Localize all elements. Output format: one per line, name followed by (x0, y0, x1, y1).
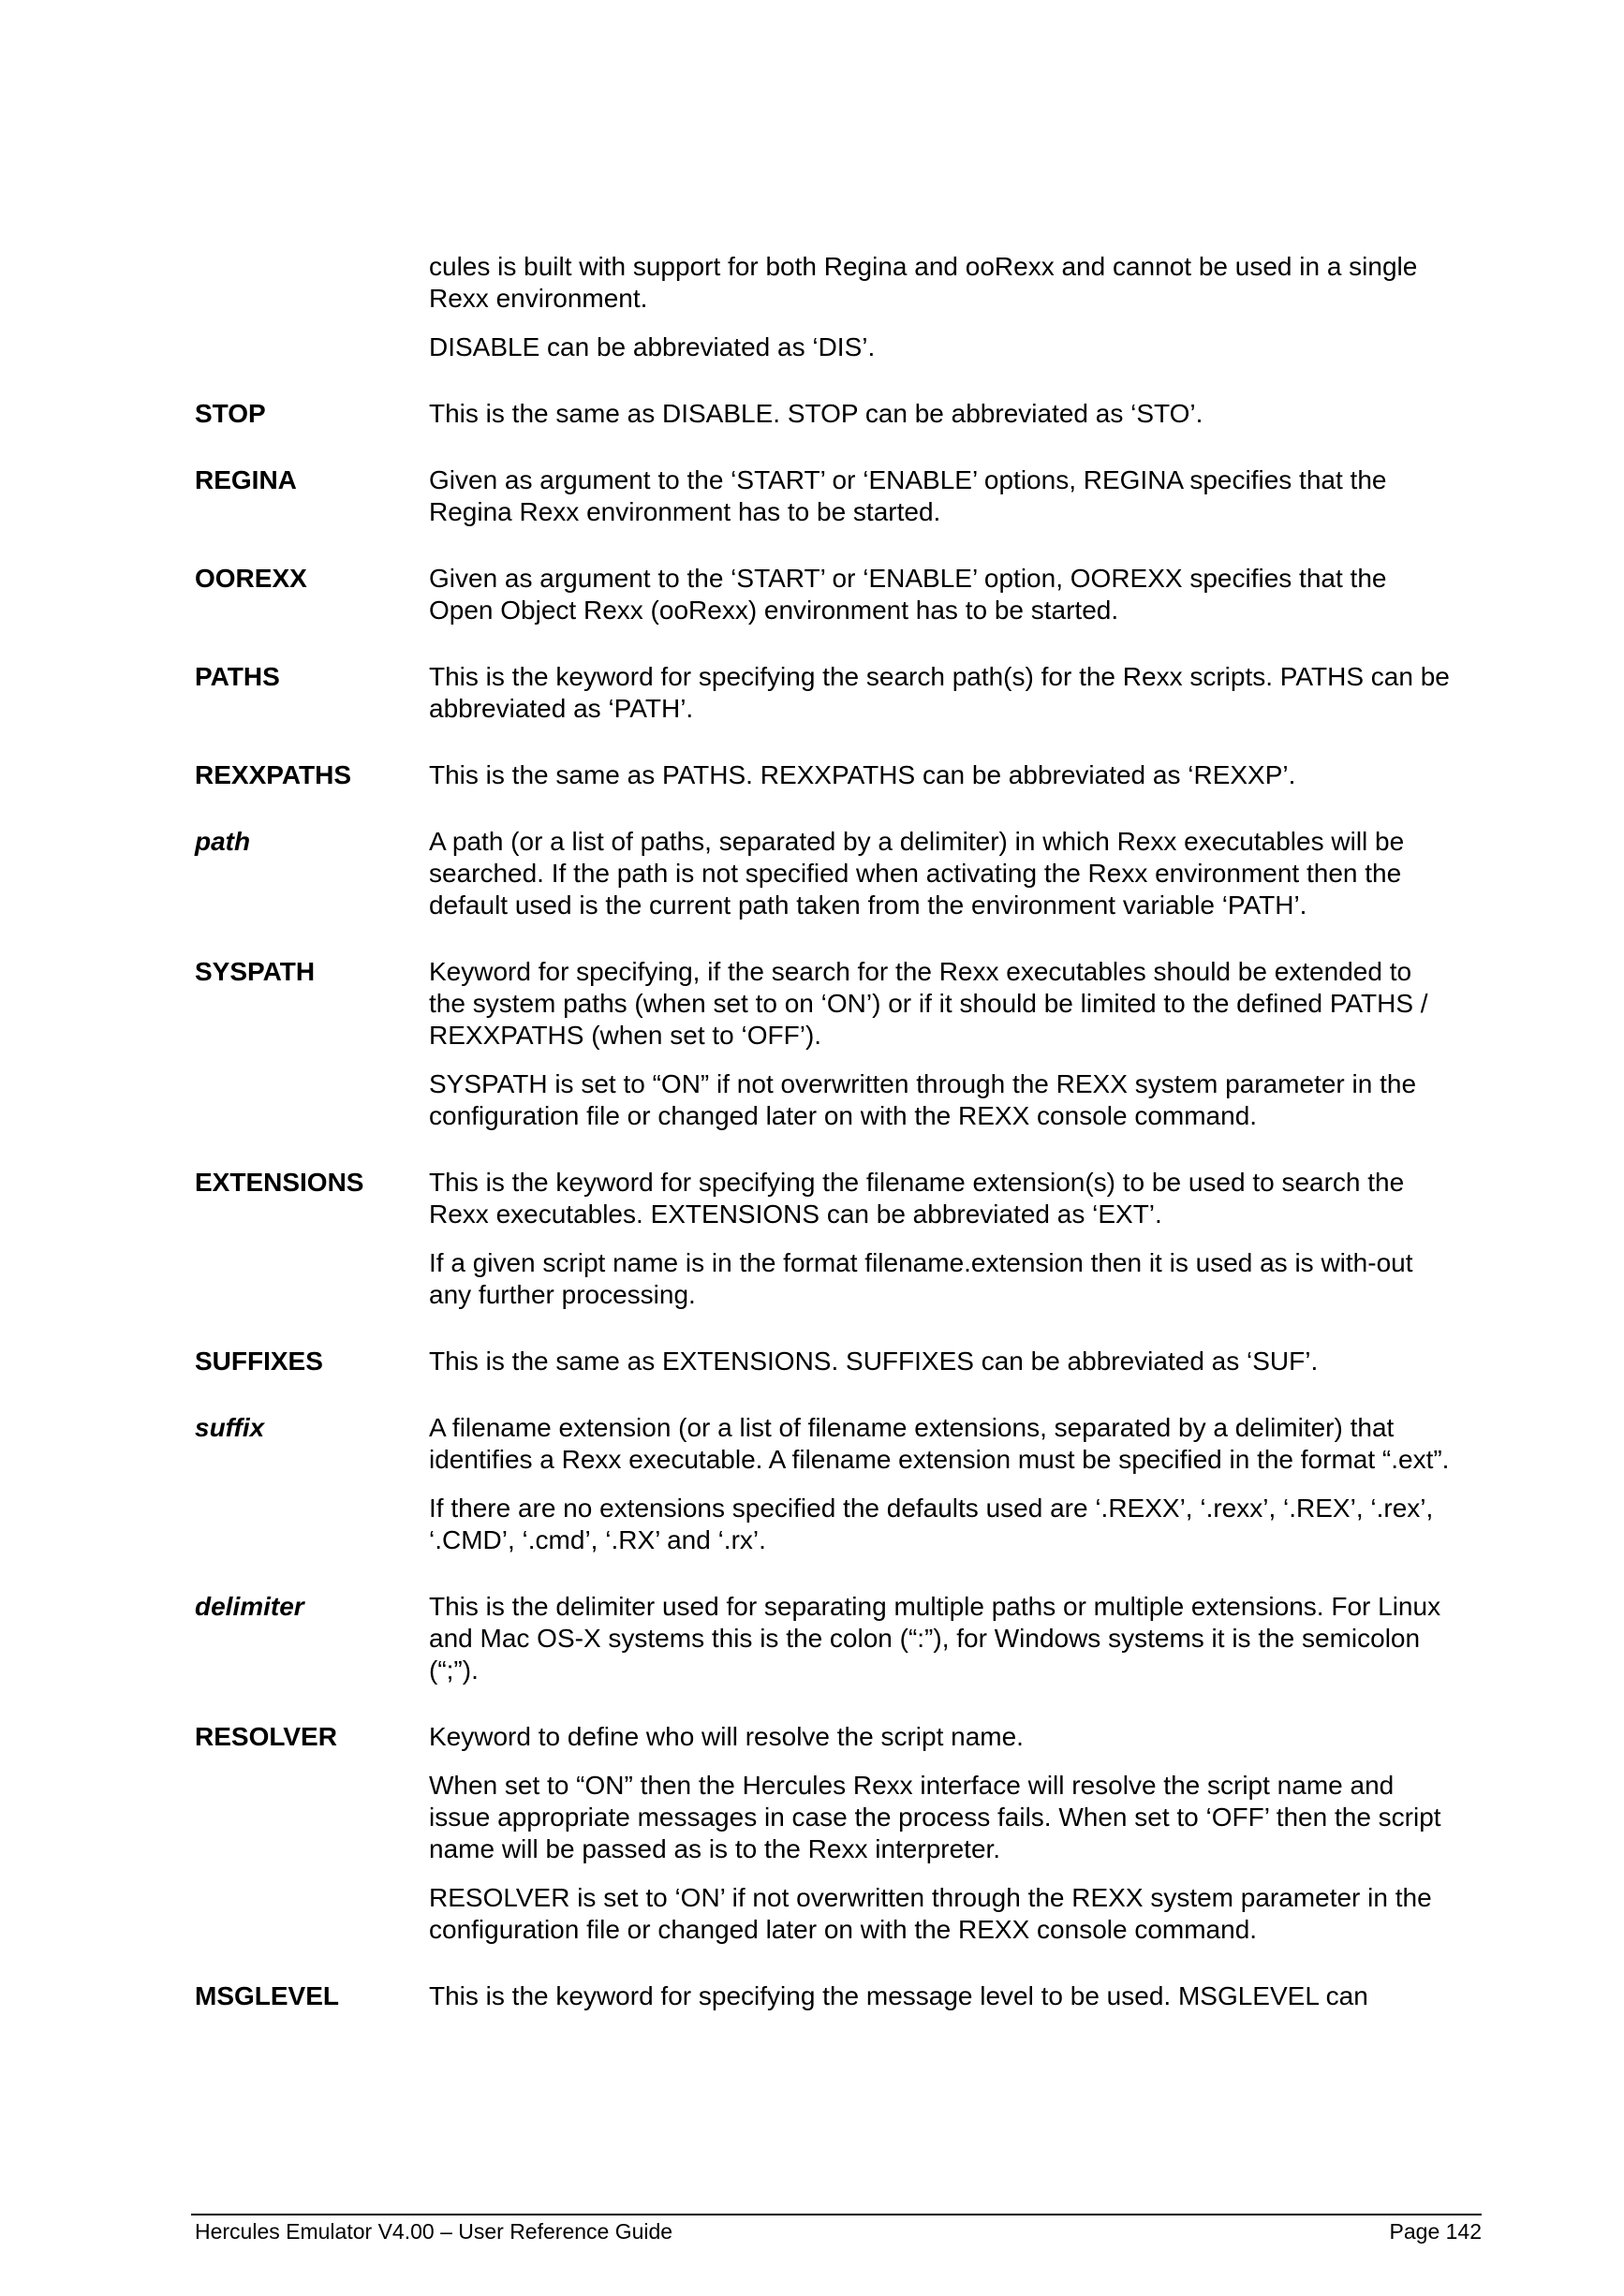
paragraph: This is the keyword for specifying the search path(s) for the Rexx scripts. PATHS can be abbreviated as ‘PATH’. (429, 662, 1450, 723)
entry-rexxpaths (195, 759, 1450, 791)
paragraph: This is the keyword for specifying the filename extension(s) to be used to search the Rexx executables. EXTENSIONS can be abbreviated as ‘EXT’. (429, 1168, 1405, 1229)
paragraph: Keyword to define who will resolve the script name. (429, 1722, 1024, 1751)
entry-term: STOP (195, 399, 266, 428)
entry-term: OOREXX (195, 564, 307, 593)
entry-description (429, 956, 1450, 1132)
entry-path (195, 826, 1450, 921)
entry-syspath (195, 956, 1450, 1132)
entry-regina (195, 464, 1450, 528)
entry-description (429, 1346, 1450, 1377)
paragraph: Given as argument to the ‘START’ or ‘ENABLE’ option, OOREXX specifies that the Open Object Rexx (ooRexx) environment has to be started. (429, 564, 1387, 625)
paragraph: RESOLVER is set to ‘ON’ if not overwritten through the REXX system parameter in the configuration file or changed later on with the REXX console command. (429, 1883, 1432, 1944)
paragraph: A filename extension (or a list of filename extensions, separated by a delimiter) that identifies a Rexx executable. A filename extension must be specified in the format “.ext”. (429, 1413, 1450, 1474)
entry-description (429, 464, 1450, 528)
entry-description (429, 826, 1450, 921)
paragraph: This is the keyword for specifying the message level to be used. MSGLEVEL can (429, 1981, 1368, 2010)
entry-delimiter (195, 1591, 1450, 1686)
paragraph: This is the same as PATHS. REXXPATHS can be abbreviated as ‘REXXP’. (429, 760, 1296, 789)
paragraph: When set to “ON” then the Hercules Rexx interface will resolve the script name and issue appropriate messages in case the process fails. When set to ‘OFF’ then the script name will be passed as is to the Rexx interpreter. (429, 1771, 1441, 1863)
paragraph: A path (or a list of paths, separated by a delimiter) in which Rexx executables will be searched. If the path is not specified when activating the Rexx environment then the default used is the current path taken from the environment variable ‘PATH’. (429, 827, 1405, 920)
entry-suffix (195, 1412, 1450, 1556)
paragraph: This is the same as DISABLE. STOP can be abbreviated as ‘STO’. (429, 399, 1203, 428)
entry-stop (195, 398, 1450, 430)
entry-extensions (195, 1167, 1450, 1311)
entry-msglevel (195, 1980, 1450, 2012)
entry-term: REXXPATHS (195, 760, 351, 789)
paragraph: If there are no extensions specified the defaults used are ‘.REXX’, ‘.rexx’, ‘.REX’, ‘.rex’, ‘.CMD’, ‘.cmd’, ‘.RX’ and ‘.rx’. (429, 1494, 1434, 1554)
entry-term: suffix (195, 1413, 265, 1442)
entry-term: delimiter (195, 1592, 304, 1621)
paragraph: cules is built with support for both Regina and ooRexx and cannot be used in a single Rexx environment. (429, 252, 1418, 313)
entry-term: MSGLEVEL (195, 1981, 340, 2010)
paragraph: DISABLE can be abbreviated as ‘DIS’. (429, 332, 876, 361)
entry-description (429, 1980, 1450, 2012)
paragraph: This is the same as EXTENSIONS. SUFFIXES can be abbreviated as ‘SUF’. (429, 1347, 1319, 1376)
footer-divider (191, 2214, 1482, 2215)
entry-term: SUFFIXES (195, 1347, 323, 1376)
entry-description (429, 563, 1450, 626)
entry-term: SYSPATH (195, 957, 316, 986)
entry-description (429, 1721, 1450, 1946)
entry-description (429, 661, 1450, 725)
entry-description (429, 1167, 1450, 1311)
page-number: Page 142 (1389, 2219, 1482, 2244)
entry-term: PATHS (195, 662, 280, 691)
entry-term: RESOLVER (195, 1722, 337, 1751)
paragraph: Given as argument to the ‘START’ or ‘ENABLE’ options, REGINA specifies that the Regina Rexx environment has to be started. (429, 465, 1387, 526)
entry-term: path (195, 827, 251, 856)
entry-description (429, 251, 1450, 363)
document-body (195, 251, 1450, 2047)
entry-resolver (195, 1721, 1450, 1946)
paragraph: This is the delimiter used for separating multiple paths or multiple extensions. For Linux and Mac OS-X systems this is the colon (“:”), for Windows systems it is the semicolon (“;”). (429, 1592, 1441, 1685)
entry-paths (195, 661, 1450, 725)
paragraph: If a given script name is in the format filename.extension then it is used as is with-out any further processing. (429, 1248, 1413, 1309)
entry-description (429, 759, 1450, 791)
entry-term: EXTENSIONS (195, 1168, 364, 1197)
paragraph: Keyword for specifying, if the search for the Rexx executables should be extended to the system paths (when set to on ‘ON’) or if it should be limited to the defined PATHS / REXXPATHS (when set to ‘OFF’). (429, 957, 1428, 1050)
entry-term: REGINA (195, 465, 297, 494)
footer-title: Hercules Emulator V4.00 – User Reference Guide (195, 2219, 673, 2244)
continuation-entry (195, 251, 1450, 363)
entry-description (429, 1412, 1450, 1556)
entry-description (429, 1591, 1450, 1686)
entry-oorexx (195, 563, 1450, 626)
entry-suffixes (195, 1346, 1450, 1377)
paragraph: SYSPATH is set to “ON” if not overwritten through the REXX system parameter in the configuration file or changed later on with the REXX console command. (429, 1069, 1417, 1130)
page-footer (195, 2219, 1482, 2244)
entry-term-empty (195, 251, 429, 363)
entry-description (429, 398, 1450, 430)
